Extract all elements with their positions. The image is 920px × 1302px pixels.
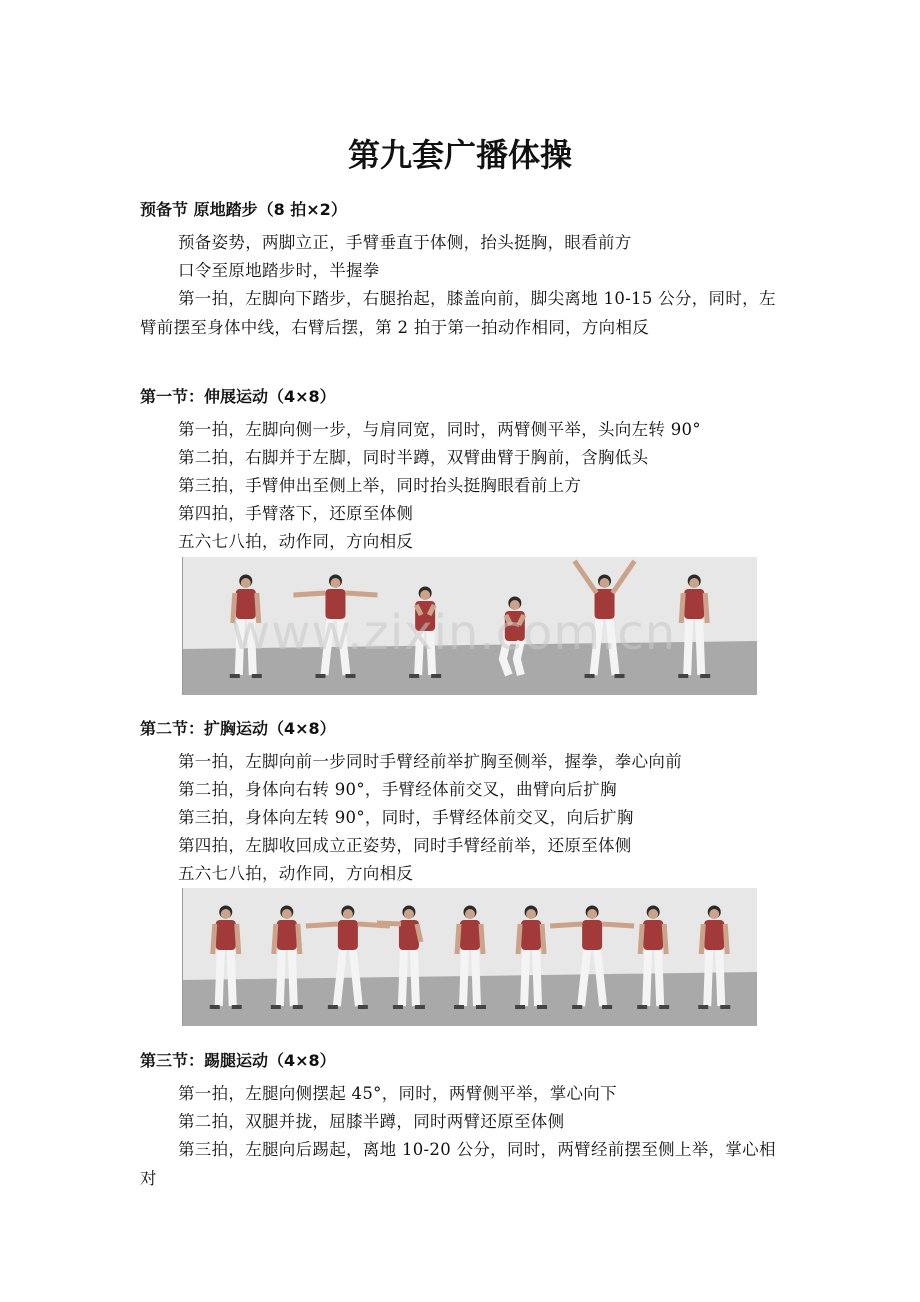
- paragraph: 第一拍，左腿向侧摆起 45°，同时，两臂侧平举，掌心向下: [178, 1084, 617, 1103]
- paragraph: 第四拍，左脚收回成立正姿势，同时手臂经前举，还原至体侧: [178, 836, 632, 855]
- paragraph: 预备姿势，两脚立正，手臂垂直于体侧，抬头挺胸，眼看前方: [178, 233, 632, 252]
- paragraph: 第一拍，左脚向侧一步，与肩同宽，同时，两臂侧平举，头向左转 90°: [178, 420, 701, 439]
- paragraph: 第一拍，左脚向前一步同时手臂经前举扩胸至侧举，握拳，拳心向前: [178, 752, 682, 771]
- section-heading-prep: 预备节 原地踏步（8 拍×2）: [140, 200, 347, 219]
- floor: [183, 972, 757, 1026]
- paragraph: 第二拍，右脚并于左脚，同时半蹲，双臂曲臂于胸前，含胸低头: [178, 448, 649, 467]
- paragraph: 五六七八拍，动作同，方向相反: [178, 864, 414, 883]
- chest-exercise-illustration: [182, 888, 757, 1026]
- stretch-exercise-illustration: [182, 557, 757, 695]
- paragraph: 第三拍，手臂伸出至侧上举，同时抬头挺胸眼看前上方: [178, 476, 582, 495]
- paragraph: 五六七八拍，动作同，方向相反: [178, 532, 414, 551]
- paragraph: 第一拍，左脚向下踏步，右腿抬起，膝盖向前，脚尖离地 10-15 公分，同时，左臂前摆至身体中线，右臂后摆，第 2 拍于第一拍动作相同，方向相反: [140, 289, 776, 337]
- page-title: 第九套广播体操: [347, 136, 572, 174]
- paragraph: 口令至原地踏步时，半握拳: [178, 261, 380, 280]
- paragraph: 第三拍，左腿向后踢起，离地 10-20 公分，同时，两臂经前摆至侧上举，掌心相对: [140, 1140, 776, 1188]
- paragraph: 第四拍，手臂落下，还原至体侧: [178, 504, 414, 523]
- section-heading-stretch: 第一节：伸展运动（4×8）: [140, 387, 336, 406]
- watermark: www.zixin.com.cn: [231, 605, 677, 661]
- paragraph: 第三拍，身体向左转 90°，同时，手臂经体前交叉，向后扩胸: [178, 808, 634, 827]
- paragraph: 第二拍，双腿并拢，屈膝半蹲，同时两臂还原至体侧: [178, 1112, 565, 1131]
- paragraph: 第二拍，身体向右转 90°，手臂经体前交叉，曲臂向后扩胸: [178, 780, 617, 799]
- section-heading-chest: 第二节：扩胸运动（4×8）: [140, 719, 336, 738]
- section-heading-kick: 第三节：踢腿运动（4×8）: [140, 1051, 336, 1070]
